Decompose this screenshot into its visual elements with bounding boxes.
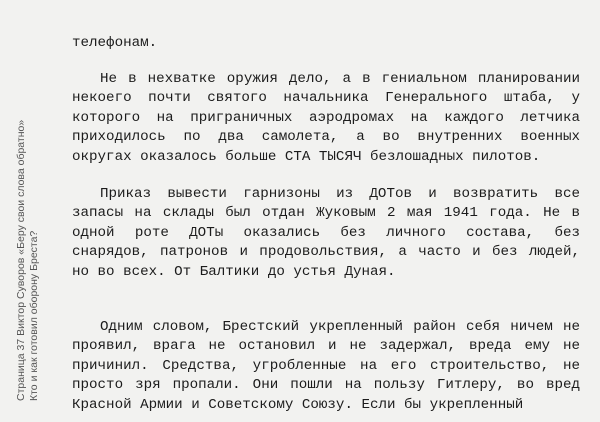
running-header [15, 21, 41, 401]
paragraph-continuation: телефонам. [72, 35, 158, 51]
paragraph: Одним словом, Брестский укрепленный район себя ничем не проявил, врага не остановил и не задержал, вреда ему не причинил. Средства, угробленные на его строительство, не просто зря пропали. Они пошли на пользу Гитлеру, во вред Красной Армии и Советскому Союзу. Если бы укрепленный [72, 318, 580, 413]
paragraph: Приказ вывести гарнизоны из ДОТов и возвратить все запасы на склады был отдан Жуковым 2 мая 1941 года. Не в одной роте ДОТы оказались без личного состава, без снарядов, патронов и продовольствия, а часто и без людей, но во всех. От Балтики до устья Дуная. [72, 185, 580, 280]
page-sidebar [0, 0, 56, 422]
header-page-and-title: Страница 37 Виктор Суворов «Беру свои слова обратно» [15, 119, 27, 401]
paragraph: Не в нехватке оружия дело, а в гениальном планировании некоего почти святого начальника Генерального штаба, у которого на приграничных аэродромах на каждого летчика приходилось по два самолета, а во внутренних военных округах оказалось больше СТА ТЫСЯЧ безлошадных пилотов. [72, 70, 580, 165]
header-chapter-title: Кто и как готовил оборону Бреста? [28, 230, 40, 401]
page-body [72, 34, 580, 416]
